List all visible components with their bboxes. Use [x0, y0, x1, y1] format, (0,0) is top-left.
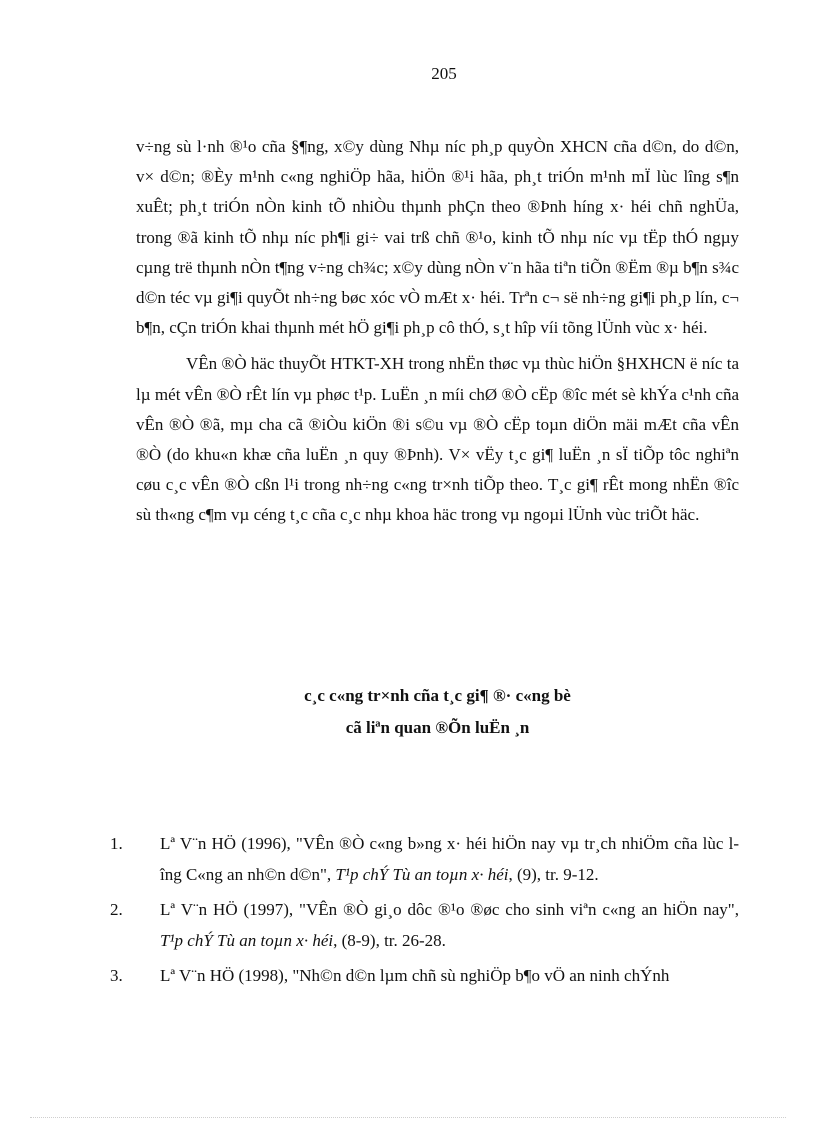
section-heading	[136, 680, 739, 744]
reference-pages: , (8-9), tr. 26-28.	[333, 931, 446, 950]
reference-text	[136, 828, 739, 890]
paragraph-2: VÊn ®Ò häc thuyÕt HTKT-XH trong nhËn thøc vµ thùc hiÖn §HXHCN ë níc ta lµ mét vÊn ®Ò rÊt lín vµ phøc t¹p. LuËn ¸n míi chØ ®Ò cËp ®îc mét sè khÝa c¹nh cña vÊn ®Ò ®ã, mµ cha cã ®iÒu kiÖn ®i s©u vµ ®Ò cËp toµn diÖn mäi mÆt cña vÊn ®Ò (do khu«n khæ cña luËn ¸n quy ®Þnh). V× vËy t¸c gi¶ luËn ¸n sÏ tiÕp tôc nghiªn cøu c¸c vÊn ®Ò cßn l¹i trong nh÷ng c«ng tr×nh tiÕp theo. T¸c gi¶ rÊt mong nhËn ®îc sù th«ng c¶m vµ céng t¸c cña c¸c nhµ khoa häc trong vµ ngoµi lÜnh vùc triÕt häc.	[136, 354, 739, 525]
reference-journal: T¹p chÝ Tù an toµn x· héi	[335, 865, 509, 884]
reference-number: 3.	[110, 966, 123, 985]
reference-list	[110, 828, 739, 995]
reference-citation: Lª V¨n HÖ (1997), "VÊn ®Ò gi¸o dôc ®¹o ®øc cho sinh viªn c«ng an hiÖn nay",	[160, 900, 739, 919]
reference-citation: Lª V¨n HÖ (1996), "VÊn ®Ò c«ng b»ng x· héi hiÖn nay vµ tr¸ch nhiÖm cña lùc lîng C«ng an nh©n d©n",	[160, 834, 739, 884]
reference-item	[110, 828, 739, 890]
reference-text	[136, 960, 739, 991]
reference-item	[110, 960, 739, 991]
reference-number: 1.	[110, 834, 123, 853]
section-heading-line-2: cã liªn quan ®Õn luËn ¸n	[345, 718, 530, 737]
body-text	[136, 132, 739, 537]
page-number: 205	[431, 64, 457, 83]
section-heading-line-1: c¸c c«ng tr×nh cña t¸c gi¶ ®· c«ng bè	[304, 686, 571, 705]
reference-item	[110, 894, 739, 956]
footer-divider	[30, 1117, 786, 1118]
reference-citation: Lª V¨n HÖ (1998), "Nh©n d©n lµm chñ sù nghiÖp b¶o vÖ an ninh chÝnh	[160, 966, 670, 985]
reference-journal: T¹p chÝ Tù an toµn x· héi	[160, 931, 334, 950]
reference-text	[136, 894, 739, 956]
reference-pages: , (9), tr. 9-12.	[508, 865, 599, 884]
paragraph-1: v÷ng sù l·nh ®¹o cña §¶ng, x©y dùng Nhµ níc ph¸p quyÒn XHCN cña d©n, do d©n, v× d©n; ®Èy m¹nh c«ng nghiÖp hãa, hiÖn ®¹i hãa, ph¸t triÓn m¹nh mÏ lùc lîng s¶n xuÊt; ph¸t triÓn nÒn kinh tÕ nhiÒu thµnh phÇn theo ®Þnh híng x· héi chñ nghÜa, trong ®ã kinh tÕ nhµ níc ph¶i gi÷ vai trß chñ ®¹o, kinh tÕ nhµ níc vµ tËp thÓ ngµy cµng trë thµnh nÒn t¶ng v÷ng ch¾c; x©y dùng nÒn v¨n hãa tiªn tiÕn ®Ëm ®µ b¶n s¾c d©n téc vµ gi¶i quyÕt nh÷ng bøc xóc vÒ mÆt x· héi. Trªn c¬ së nh÷ng gi¶i ph¸p lín, c¬ b¶n, cÇn triÓn khai thµnh mét hÖ gi¶i ph¸p cô thÓ, s¸t hîp víi tõng lÜnh vùc x· héi.	[136, 137, 739, 338]
reference-number: 2.	[110, 900, 123, 919]
